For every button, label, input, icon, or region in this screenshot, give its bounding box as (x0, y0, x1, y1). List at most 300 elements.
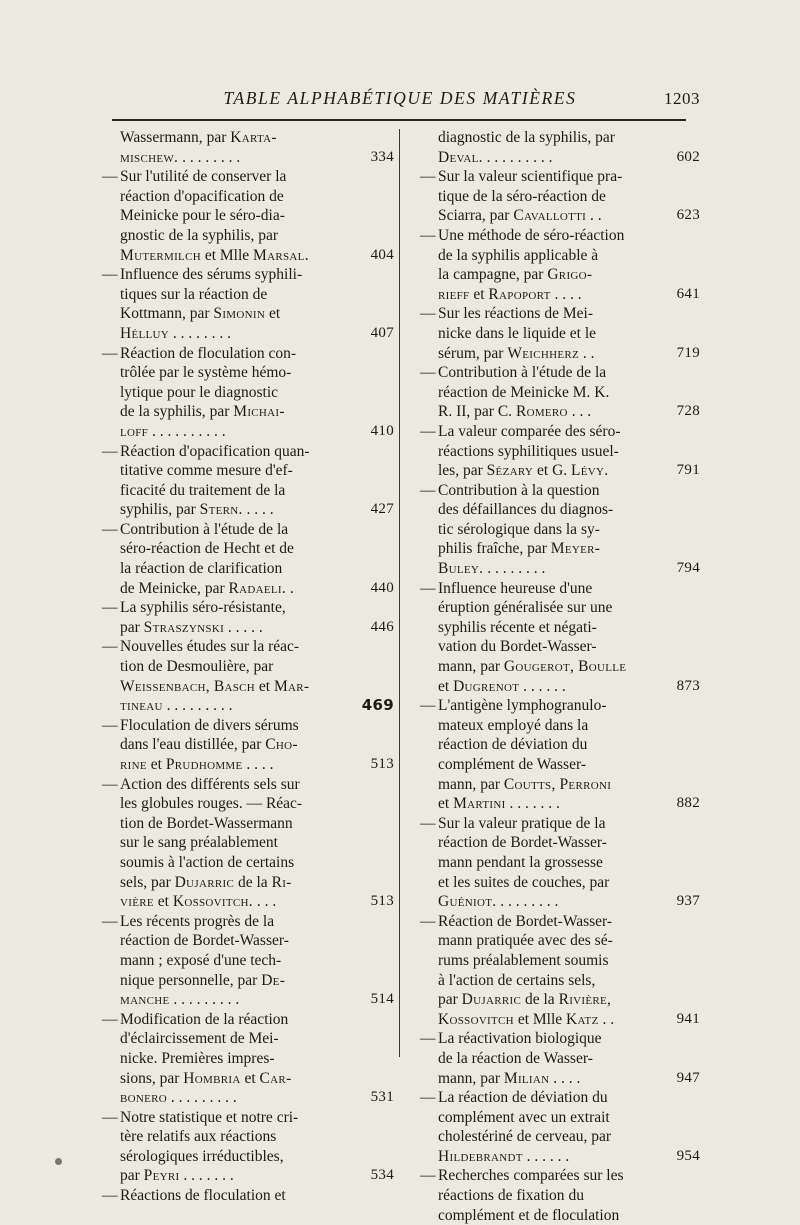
entry-line (418, 226, 654, 246)
entry-dash: — (420, 481, 436, 499)
entry-text: Contribution à l'étude de la (438, 364, 607, 382)
entry-line (100, 304, 344, 324)
entry-text: Hildebrandt . . . . . . (438, 1147, 570, 1165)
entry-line (100, 206, 344, 226)
entry-line (100, 442, 344, 462)
entry-page-number: 334 (370, 148, 394, 165)
running-title: TABLE ALPHABÉTIQUE DES MATIÈRES (223, 88, 577, 108)
entry-text: complément de Wasser- (438, 756, 586, 773)
entry-line (418, 246, 654, 266)
entry-text: Kottmann, par Simonin et (120, 305, 281, 323)
entry-line (418, 442, 654, 462)
index-entry (100, 716, 394, 775)
entry-text: et Dugrenot . . . . . . (438, 677, 566, 695)
entry-line (100, 931, 344, 951)
entry-page-number: 941 (676, 1010, 700, 1027)
entry-text: Influence des sérums syphili- (120, 266, 303, 284)
entry-text: séro-réaction de Hecht et de (120, 540, 294, 558)
entry-text: Wassermann, par Karta- (120, 129, 277, 146)
entry-text: mann, par Milian . . . . (438, 1069, 581, 1087)
entry-dash: — (420, 226, 436, 244)
entry-text: mateux employé dans la (438, 716, 589, 734)
entry-line (418, 500, 654, 520)
entry-text: nicke dans le liquide et le (438, 324, 596, 342)
entry-line (100, 128, 344, 148)
entry-line (418, 931, 654, 951)
entry-line (100, 383, 344, 403)
entry-text: Sur la valeur pratique de la (438, 814, 606, 832)
entry-line (418, 344, 700, 364)
entry-line (100, 579, 394, 599)
entry-line (418, 148, 700, 168)
entry-text: éruption généralisée sur une (438, 599, 613, 617)
entry-text: nicke. Premières impres- (120, 1049, 275, 1067)
entry-text: Réaction de floculation con- (120, 344, 297, 362)
entry-text: R. II, par C. Romero . . . (438, 403, 592, 421)
entry-dash: — (420, 814, 436, 832)
entry-line (418, 206, 700, 226)
entry-line (100, 735, 344, 755)
entry-line (100, 1186, 344, 1206)
entry-text: sérum, par Weichherz . . (438, 344, 595, 362)
entry-text: réactions syphilitiques usuel- (438, 442, 619, 460)
entry-text: mann, par Coutts, Perroni (438, 775, 612, 793)
entry-line (100, 1147, 344, 1167)
entry-text: réaction de Bordet-Wasser- (120, 932, 289, 950)
index-entry (418, 167, 700, 226)
entry-text: réactions de fixation du (438, 1187, 584, 1205)
index-entry (418, 579, 700, 697)
entry-page-number: 404 (370, 246, 394, 263)
entry-line (100, 167, 344, 187)
index-entry (100, 775, 394, 912)
index-entry (100, 167, 394, 265)
entry-line (100, 853, 344, 873)
index-entry (418, 422, 700, 481)
entry-line (418, 1186, 654, 1206)
entry-line (100, 677, 344, 697)
entry-line (100, 1127, 344, 1147)
entry-text: diagnostic de la syphilis, par (438, 129, 615, 146)
left-column (100, 128, 394, 1206)
entry-text: Hélluy . . . . . . . . (120, 324, 232, 342)
entry-line (418, 892, 700, 912)
entry-line (418, 696, 654, 716)
entry-dash: — (102, 442, 118, 460)
entry-dash: — (420, 579, 436, 597)
entry-line (100, 892, 394, 912)
entry-text: sels, par Dujarric de la Ri- (120, 873, 292, 891)
entry-line (100, 422, 394, 442)
entry-text: Floculation de divers sérums (120, 716, 299, 734)
entry-line (418, 853, 654, 873)
index-entry (100, 912, 394, 1010)
entry-line (100, 226, 344, 246)
entry-page-number: 623 (676, 207, 700, 224)
entry-text: mann pratiquée avec des sé- (438, 932, 613, 950)
entry-text: Réactions de floculation et (120, 1187, 286, 1205)
entry-line (418, 265, 654, 285)
entry-text: de la syphilis applicable à (438, 246, 599, 264)
entry-text: La réactivation biologique (438, 1030, 602, 1048)
entry-text: Action des différents sels sur (120, 775, 300, 793)
entry-line (418, 383, 654, 403)
entry-text: Notre statistique et notre cri- (120, 1108, 299, 1126)
entry-page-number: 410 (370, 422, 394, 439)
entry-text: tère relatifs aux réactions (120, 1128, 277, 1146)
entry-text: nique personnelle, par De- (120, 971, 286, 989)
index-entry (418, 363, 700, 422)
entry-line (100, 814, 344, 834)
entry-line (100, 324, 394, 344)
entry-line (100, 461, 344, 481)
entry-dash: — (102, 716, 118, 734)
entry-text: philis fraîche, par Meyer- (438, 540, 601, 558)
entry-dash: — (420, 168, 436, 186)
entry-text: par Dujarric de la Rivière, (438, 991, 612, 1009)
entry-text: des défaillances du diagnos- (438, 501, 614, 519)
entry-page-number: 513 (370, 756, 394, 772)
entry-dash: — (102, 520, 118, 538)
entry-text: La valeur comparée des séro- (438, 422, 621, 440)
entry-text: Les récents progrès de la (120, 912, 275, 930)
index-entry (100, 598, 394, 637)
entry-text: sions, par Hombria et Car- (120, 1069, 292, 1087)
entry-text: trôlée par le système hémo- (120, 364, 292, 382)
entry-line (418, 794, 700, 814)
entry-line (100, 559, 344, 579)
entry-text: de Meinicke, par Radaeli. . (120, 579, 294, 597)
entry-line (100, 363, 344, 383)
entry-line (100, 1088, 394, 1108)
entry-line (418, 579, 654, 599)
entry-line (418, 1069, 700, 1089)
entry-dash: — (420, 305, 436, 323)
entry-page-number: 531 (370, 1089, 394, 1106)
entry-text: ficacité du traitement de la (120, 481, 286, 499)
index-entry (100, 520, 394, 598)
entry-text: Réaction d'opacification quan- (120, 442, 310, 460)
entry-line (100, 833, 344, 853)
entry-text: sur le sang préalablement (120, 834, 278, 852)
entry-text: mann, par Gougerot, Boulle (438, 658, 627, 676)
entry-line (418, 1088, 654, 1108)
entry-dash: — (102, 1187, 118, 1205)
entry-line (418, 637, 654, 657)
index-entry (418, 912, 700, 1030)
entry-text: rine et Prudhomme . . . . (120, 756, 274, 773)
entry-line (418, 657, 654, 677)
entry-page-number: 514 (370, 991, 394, 1008)
entry-text: Contribution à l'étude de la (120, 520, 289, 538)
entry-page-number: 513 (370, 893, 394, 910)
entry-text: d'éclaircissement de Mei- (120, 1030, 279, 1048)
entry-page-number: 791 (676, 462, 700, 479)
index-entry (418, 696, 700, 814)
entry-line (100, 481, 344, 501)
entry-line (100, 755, 394, 775)
entry-dash: — (420, 912, 436, 930)
entry-dash: — (102, 1108, 118, 1126)
entry-page-number: 407 (370, 324, 394, 341)
entry-dash: — (102, 912, 118, 930)
entry-line (100, 148, 394, 168)
entry-text: lytique pour le diagnostic (120, 383, 279, 401)
entry-line (100, 873, 344, 893)
entry-text: La réaction de déviation du (438, 1089, 608, 1107)
entry-line (418, 677, 700, 697)
entry-page-number: 602 (676, 148, 700, 165)
entry-page-number: 954 (676, 1147, 700, 1164)
entry-text: réaction de déviation du (438, 736, 588, 754)
entry-line (418, 1127, 654, 1147)
entry-line (418, 716, 654, 736)
entry-page-number: 937 (676, 893, 700, 910)
entry-page-number: 469 (361, 696, 394, 715)
entry-page-number: 427 (370, 501, 394, 518)
entry-line (100, 1108, 344, 1128)
entry-text: Influence heureuse d'une (438, 579, 593, 597)
entry-page-number: 446 (370, 618, 394, 635)
entry-line (100, 520, 344, 540)
entry-line (418, 814, 654, 834)
entry-text: réaction de Meinicke M. K. (438, 383, 610, 401)
index-entry (100, 442, 394, 520)
entry-text: loff . . . . . . . . . . (120, 422, 226, 440)
entry-line (418, 539, 654, 559)
entry-line (100, 1049, 344, 1069)
entry-text: titative comme mesure d'ef- (120, 462, 293, 480)
entry-line (100, 990, 394, 1010)
entry-text: mann ; exposé d'une tech- (120, 951, 282, 969)
entry-text: rums préalablement soumis (438, 951, 609, 969)
index-entry (100, 344, 394, 442)
entry-text: Une méthode de séro-réaction (438, 226, 625, 244)
index-entry (100, 128, 394, 167)
entry-text: Mutermilch et Mlle Marsal. (120, 246, 309, 264)
entry-text: et les suites de couches, par (438, 873, 610, 891)
entry-dash: — (420, 1030, 436, 1048)
entry-line (418, 167, 654, 187)
entry-text: bonero . . . . . . . . . (120, 1089, 237, 1107)
entry-text: par Peyri . . . . . . . (120, 1167, 234, 1185)
entry-line (418, 1147, 700, 1167)
ink-spot (55, 1158, 62, 1165)
entry-line (100, 344, 344, 364)
entry-line (418, 618, 654, 638)
entry-line (100, 912, 344, 932)
entry-text: de la réaction de Wasser- (438, 1049, 593, 1067)
entry-dash: — (102, 266, 118, 284)
entry-text: syphilis, par Stern. . . . . (120, 501, 274, 519)
entry-line (418, 1049, 654, 1069)
entry-text: cholestériné de cerveau, par (438, 1128, 612, 1146)
entry-dash: — (102, 599, 118, 617)
header-rule (112, 119, 686, 121)
entry-line (418, 304, 654, 324)
entry-text: les globules rouges. — Réac- (120, 795, 303, 813)
entry-text: sérologiques irréductibles, (120, 1147, 284, 1165)
entry-line (418, 285, 700, 305)
entry-text: tique de la séro-réaction de (438, 187, 606, 205)
entry-page-number: 882 (676, 795, 700, 812)
entry-text: Réaction de Bordet-Wasser- (438, 912, 613, 930)
index-entry (100, 1108, 394, 1186)
entry-text: les, par Sézary et G. Lévy. (438, 462, 609, 480)
entry-line (100, 951, 344, 971)
entry-line (100, 285, 344, 305)
entry-line (100, 618, 394, 638)
entry-text: tion de Bordet-Wassermann (120, 814, 293, 832)
entry-page-number: 947 (676, 1069, 700, 1086)
entry-text: soumis à l'action de certains (120, 853, 295, 871)
entry-page-number: 719 (676, 344, 700, 361)
entry-text: rieff et Rapoport . . . . (438, 285, 582, 303)
entry-line (100, 500, 394, 520)
entry-dash: — (420, 422, 436, 440)
entry-line (100, 696, 394, 716)
entry-text: tineau . . . . . . . . . (120, 697, 233, 715)
entry-text: gnostic de la syphilis, par (120, 226, 279, 244)
entry-line (100, 598, 344, 618)
entry-line (418, 755, 654, 775)
entry-text: Contribution à la question (438, 481, 600, 499)
entry-dash: — (420, 1089, 436, 1107)
index-entry (418, 128, 700, 167)
entry-page-number: 440 (370, 579, 394, 596)
entry-line (418, 422, 654, 442)
index-entry (418, 1166, 654, 1225)
index-entry (100, 1186, 344, 1206)
entry-text: syphilis récente et négati- (438, 618, 597, 636)
entry-text: Recherches comparées sur les (438, 1167, 624, 1185)
entry-text: par Straszynski . . . . . (120, 618, 263, 636)
entry-text: Nouvelles études sur la réac- (120, 638, 300, 656)
right-column (418, 128, 700, 1225)
entry-dash: — (420, 364, 436, 382)
entry-line (418, 833, 654, 853)
entry-line (418, 912, 654, 932)
entry-line (418, 1010, 700, 1030)
entry-text: Buley. . . . . . . . . (438, 560, 546, 578)
entry-text: Modification de la réaction (120, 1010, 289, 1028)
index-entry (100, 1010, 394, 1108)
entry-line (418, 520, 654, 540)
entry-line (100, 971, 344, 991)
entry-text: Sur l'utilité de conserver la (120, 168, 287, 186)
index-entry (100, 265, 394, 343)
entry-line (418, 971, 654, 991)
entry-line (418, 1108, 654, 1128)
entry-line (418, 873, 654, 893)
entry-text: de la syphilis, par Michai- (120, 403, 285, 421)
entry-text: Weissenbach, Basch et Mar- (120, 677, 310, 695)
entry-line (100, 637, 344, 657)
entry-page-number: 534 (370, 1167, 394, 1184)
entry-line (100, 1069, 344, 1089)
index-entry (100, 637, 394, 715)
entry-text: Sur la valeur scientifique pra- (438, 168, 623, 186)
column-divider (399, 129, 400, 1057)
entry-text: la réaction de clarification (120, 560, 283, 578)
entry-text: Sur les réactions de Mei- (438, 305, 593, 323)
entry-dash: — (420, 697, 436, 715)
entry-text: Kossovitch et Mlle Katz . . (438, 1010, 615, 1028)
entry-line (100, 657, 344, 677)
entry-text: tiques sur la réaction de (120, 285, 268, 303)
entry-line (100, 1010, 344, 1030)
page-number: 1203 (664, 89, 700, 108)
entry-line (100, 402, 344, 422)
entry-text: tion de Desmoulière, par (120, 658, 274, 676)
entry-text: à l'action de certains sels, (438, 971, 596, 989)
index-entry (418, 481, 700, 579)
entry-line (418, 363, 654, 383)
entry-text: mischew. . . . . . . . . (120, 148, 241, 166)
entry-dash: — (102, 775, 118, 793)
entry-text: complément avec un extrait (438, 1108, 610, 1126)
entry-line (418, 775, 654, 795)
entry-line (418, 559, 700, 579)
entry-line (100, 794, 344, 814)
entry-line (100, 716, 344, 736)
entry-dash: — (420, 1167, 436, 1185)
entry-text: vation du Bordet-Wasser- (438, 638, 597, 656)
index-entry (418, 814, 700, 912)
entry-line (418, 481, 654, 501)
entry-line (418, 990, 654, 1010)
entry-line (418, 598, 654, 618)
entry-line (418, 461, 700, 481)
index-entry (418, 1029, 700, 1088)
entry-line (418, 128, 654, 148)
entry-text: mann pendant la grossesse (438, 853, 603, 871)
entry-line (418, 1206, 654, 1225)
index-entry (418, 304, 700, 363)
entry-text: réaction de Bordet-Wasser- (438, 834, 607, 852)
entry-dash: — (102, 638, 118, 656)
entry-dash: — (102, 344, 118, 362)
entry-text: Deval. . . . . . . . . . (438, 148, 553, 166)
index-entry (418, 1088, 700, 1166)
entry-line (418, 402, 700, 422)
entry-line (418, 187, 654, 207)
entry-text: la campagne, par Grigo- (438, 266, 593, 284)
entry-line (418, 324, 654, 344)
entry-text: tic sérologique dans la sy- (438, 520, 600, 538)
entry-line (100, 265, 344, 285)
entry-line (100, 246, 394, 266)
entry-line (100, 539, 344, 559)
entry-text: et Martini . . . . . . . (438, 795, 560, 813)
entry-text: manche . . . . . . . . . (120, 991, 240, 1009)
entry-line (100, 775, 344, 795)
entry-line (418, 1166, 654, 1186)
entry-page-number: 794 (676, 560, 700, 577)
entry-dash: — (102, 1010, 118, 1028)
entry-text: vière et Kossovitch. . . . (120, 893, 277, 911)
index-entry (418, 226, 700, 304)
entry-line (100, 1166, 394, 1186)
entry-text: Meinicke pour le séro-dia- (120, 207, 285, 225)
entry-line (418, 735, 654, 755)
entry-line (100, 187, 344, 207)
entry-text: Guéniot. . . . . . . . . (438, 893, 559, 911)
entry-text: réaction d'opacification de (120, 187, 284, 205)
entry-page-number: 873 (676, 677, 700, 694)
entry-text: Sciarra, par Cavallotti . . (438, 207, 602, 225)
entry-page-number: 641 (676, 285, 700, 302)
